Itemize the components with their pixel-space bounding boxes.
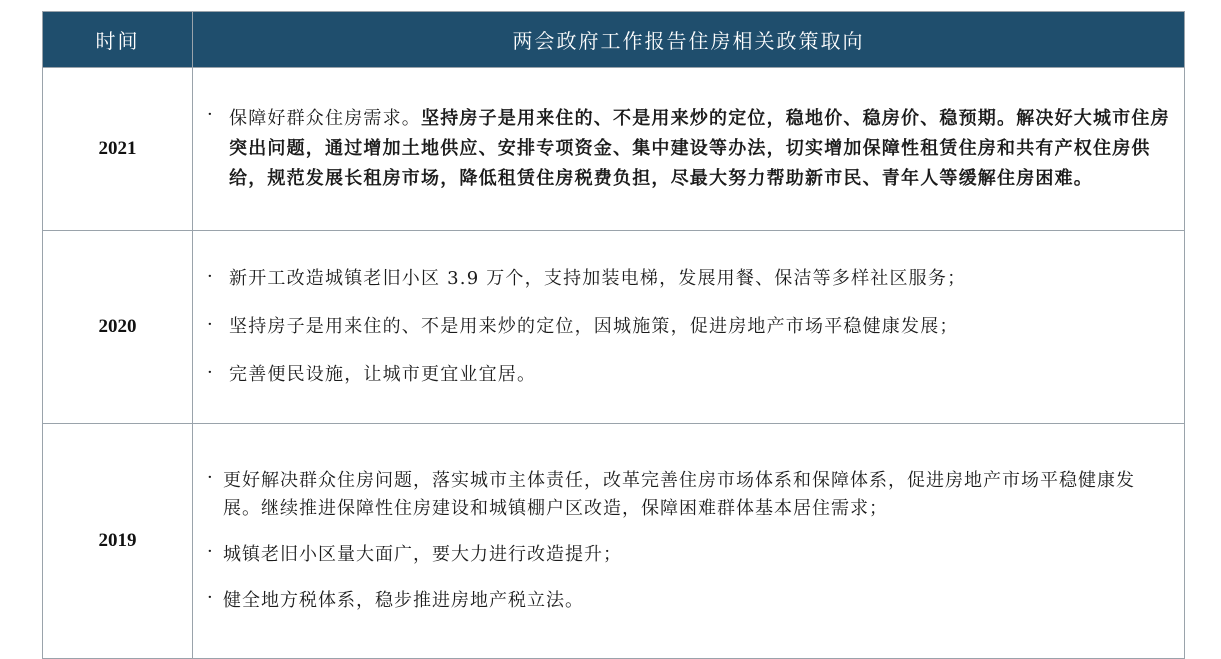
list-item <box>207 314 1172 340</box>
policy-text: 健全地方税体系，稳步推进房地产税立法。 <box>223 590 584 611</box>
bullet-marker: · <box>207 587 213 608</box>
policy-lead-text: 保障好群众住房需求。 <box>229 108 421 129</box>
policy-cell <box>193 424 1185 659</box>
list-item <box>207 467 1172 523</box>
policy-cell <box>193 68 1185 231</box>
bullet-marker: · <box>207 314 213 335</box>
list-item <box>207 362 1172 388</box>
year-cell: 2020 <box>43 231 193 424</box>
table-row <box>43 424 1185 659</box>
year-cell: 2021 <box>43 68 193 231</box>
policy-text: 完善便民设施，让城市更宜业宜居。 <box>229 364 537 385</box>
policy-table <box>42 11 1185 659</box>
bullet-marker: · <box>207 467 213 488</box>
table-row <box>43 231 1185 424</box>
year-cell: 2019 <box>43 424 193 659</box>
policy-text: 坚持房子是用来住的、不是用来炒的定位，因城施策，促进房地产市场平稳健康发展； <box>229 316 959 337</box>
policy-text: 城镇老旧小区量大面广，要大力进行改造提升； <box>223 544 622 565</box>
policy-text: 更好解决群众住房问题，落实城市主体责任，改革完善住房市场体系和保障体系，促进房地产市场平稳健康发展。继续推进保障性住房建设和城镇棚户区改造，保障困难群体基本居住需求； <box>223 470 1135 519</box>
bullet-marker: · <box>207 362 213 383</box>
list-item <box>207 104 1172 194</box>
policy-text: 新开工改造城镇老旧小区 3.9 万个，支持加装电梯，发展用餐、保洁等多样社区服务； <box>229 268 967 289</box>
policy-cell <box>193 231 1185 424</box>
list-item <box>207 587 1172 615</box>
bullet-marker: · <box>207 104 213 125</box>
list-item <box>207 266 1172 292</box>
header-policy: 两会政府工作报告住房相关政策取向 <box>193 12 1185 68</box>
bullet-marker: · <box>207 266 213 287</box>
bullet-marker: · <box>207 541 213 562</box>
header-time: 时间 <box>43 12 193 68</box>
table-header-row <box>43 12 1185 68</box>
list-item <box>207 541 1172 569</box>
policy-text <box>229 104 1172 194</box>
policy-bold-text: 坚持房子是用来住的、不是用来炒的定位，稳地价、稳房价、稳预期。解决好大城市住房突出问题，通过增加土地供应、安排专项资金、集中建设等办法，切实增加保障性租赁住房和共有产权住房供给，规范发展长租房市场，降低租赁住房税费负担，尽最大努力帮助新市民、青年人等缓解住房困难。 <box>229 108 1170 189</box>
table-row <box>43 68 1185 231</box>
